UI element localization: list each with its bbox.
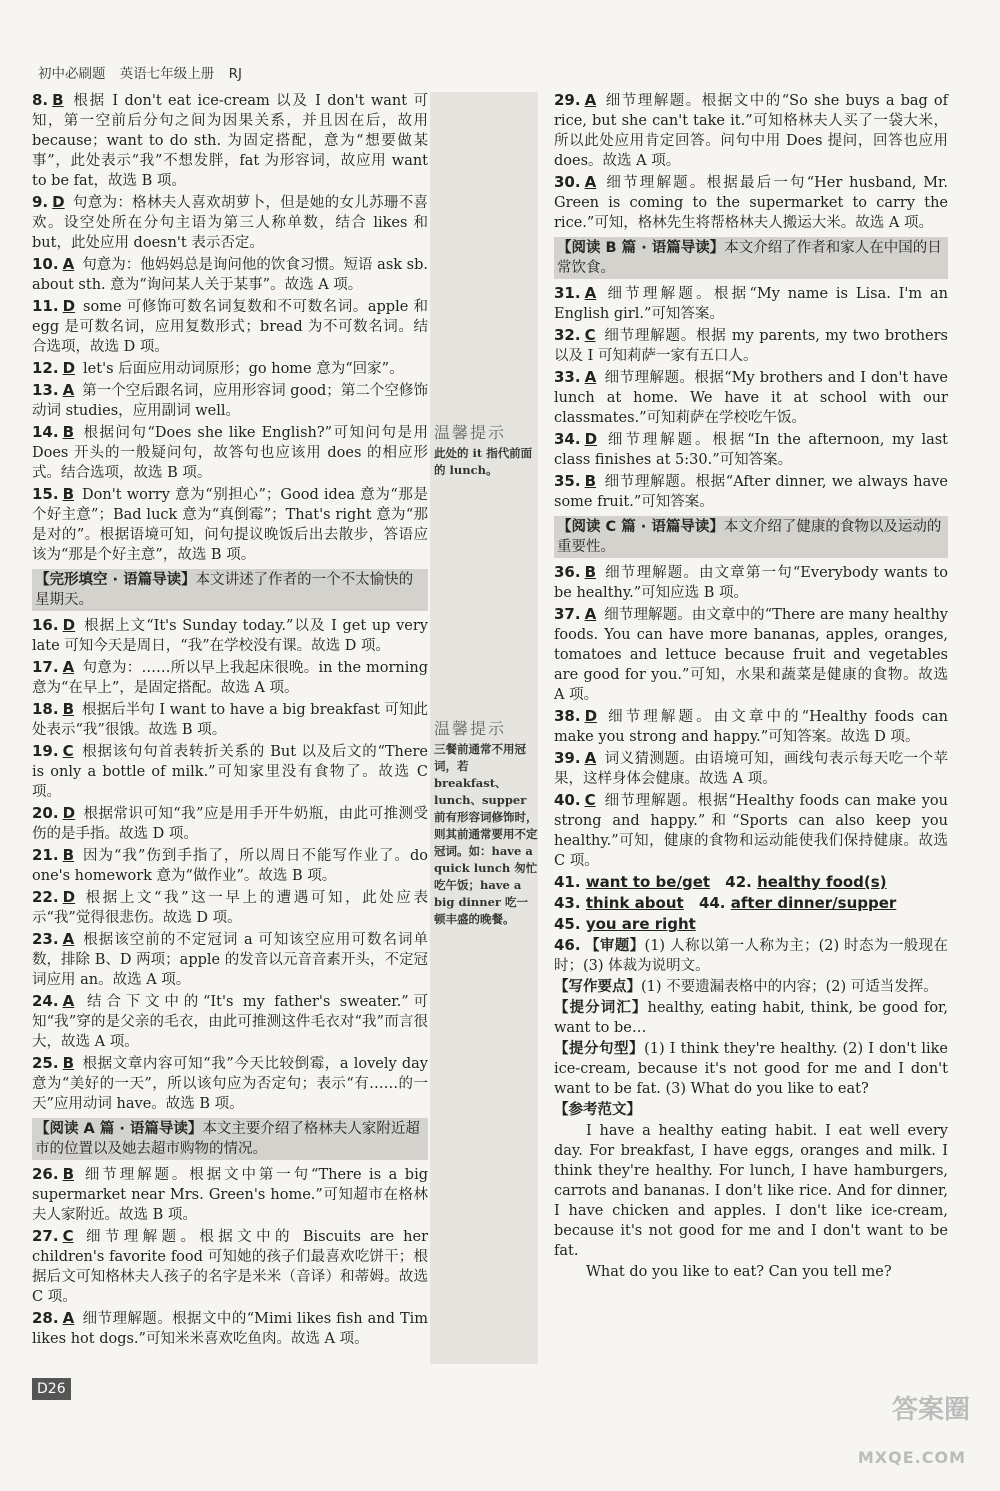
explanation: 句意为：……所以早上我起床很晚。in the morning 意为“在早上”，是固定搭配。故选 A 项。: [32, 660, 428, 696]
answer-letter: D: [62, 804, 76, 822]
answer-item: [554, 706, 948, 747]
answer-item: [554, 367, 948, 428]
explanation: 细节理解题。由文章中的“Healthy foods can make you strong and happy.”可知答案。故选 D 项。: [554, 709, 948, 745]
question-number: 34.: [554, 430, 581, 448]
question-number: 28.: [32, 1309, 59, 1327]
answer-item: [32, 422, 428, 483]
answer-item: [32, 991, 428, 1052]
explanation: 细节理解题。根据最后一句“Her husband, Mr. Green is coming to the supermarket to carry the rice.”可知，格林先生将帮格林夫人搬运大米。故选 A 项。: [554, 175, 948, 231]
explanation: 细节理解题。根据“After dinner, we always have some fruit.”可知答案。: [554, 474, 948, 510]
explanation: 根据常识可知“我”应是用手开牛奶瓶，由此可推测受伤的是手指。故选 D 项。: [32, 806, 428, 842]
explanation: let's 后面应用动词原形；go home 意为“回家”。: [83, 361, 404, 377]
answer-item: [32, 1053, 428, 1114]
answer-letter: B: [62, 700, 75, 718]
reading-a-section-heading: 【阅读 A 篇 · 语篇导读】本文主要介绍了格林夫人家附近超市的位置以及她去超市购物的情况。: [32, 1118, 428, 1160]
tip-title: 温馨提示: [434, 423, 507, 442]
question-number: 11.: [32, 297, 59, 315]
question-number: 17.: [32, 658, 59, 676]
right-column: [554, 90, 948, 1283]
answer-item: [32, 380, 428, 421]
explanation: 细节理解题。根据文中的“Mimi likes fish and Tim likes hot dogs.”可知米米喜欢吃鱼肉。故选 A 项。: [32, 1311, 428, 1347]
answer-item: [32, 254, 428, 295]
answer-item: [554, 790, 948, 871]
answer-item: [32, 615, 428, 656]
question-number: 27.: [32, 1227, 59, 1245]
answer-item: [554, 604, 948, 705]
answer-item: [32, 484, 428, 565]
question-number: 23.: [32, 930, 59, 948]
question-number: 22.: [32, 888, 59, 906]
answer-item: [554, 562, 948, 603]
answer-item: [554, 283, 948, 324]
explanation: 词义猜测题。由语境可知，画线句表示每天吃一个苹果，这样身体会健康。故选 A 项。: [554, 751, 948, 787]
explanation: 因为“我”伤到手指了，所以周日不能写作业了。do one's homework 意为“做作业”。故选 B 项。: [32, 848, 428, 884]
answer-letter: B: [52, 91, 64, 109]
cloze-section-heading: 【完形填空 · 语篇导读】本文讲述了作者的一个不太愉快的星期天。: [32, 569, 428, 611]
answer-letter: A: [62, 381, 75, 399]
left-column: [32, 90, 428, 1350]
explanation: 细节理解题。根据“In the afternoon, my last class finishes at 5:30.”可知答案。: [554, 432, 948, 468]
answer-letter: D: [62, 359, 76, 377]
explanation: 第一个空后跟名词，应用形容词 good；第二个空修饰动词 studies，应用副词 well。: [32, 383, 428, 419]
question-number: 18.: [32, 700, 59, 718]
answer-item: [32, 803, 428, 844]
question-number: 26.: [32, 1165, 59, 1183]
question-number: 29.: [554, 91, 581, 109]
explanation: 细节理解题。根据文中的 Biscuits are her children's favorite food 可知她的孩子们最喜欢吃饼干；根据后文可知格林夫人孩子的名字是米米（音译）和蒂姆。故选 C 项。: [32, 1229, 428, 1305]
answer-item: [32, 192, 428, 253]
watermark-logo: 答案圈: [891, 1395, 970, 1425]
explanation: 根据问句“Does she like English?”可知问句是用 Does 开头的一般疑问句，故答句也应该用 does 的相应形式。结合选项，故选 B 项。: [32, 425, 428, 481]
question-number: 19.: [32, 742, 59, 760]
answer-item: [32, 929, 428, 990]
answer-item: [32, 657, 428, 698]
answer-item: [32, 1226, 428, 1307]
answer-item: [554, 325, 948, 366]
answer-item: [32, 358, 428, 379]
question-number: 30.: [554, 173, 581, 191]
question-number: 25.: [32, 1054, 59, 1072]
explanation: 结合下文中的“It's my father's sweater.”可知“我”穿的是父亲的毛衣，由此可推测这件毛衣对“我”而言很大，故选 A 项。: [32, 994, 428, 1050]
question-number: 10.: [32, 255, 59, 273]
page-number: D26: [32, 1378, 71, 1400]
tip-box-1: [434, 424, 538, 479]
question-number: 24.: [32, 992, 59, 1010]
question-number: 21.: [32, 846, 59, 864]
answer-letter: A: [62, 1309, 75, 1327]
explanation: 细节理解题。根据文中第一句“There is a big supermarket near Mrs. Green's home.”可知超市在格林夫人家附近。故选 B 项。: [32, 1167, 428, 1223]
question-number: 16.: [32, 616, 59, 634]
question-number: 33.: [554, 368, 581, 386]
writing-points: 【写作要点】(1) 不要遗漏表格中的内容；(2) 可适当发挥。: [554, 978, 938, 995]
answer-letter: D: [584, 430, 598, 448]
fill-answers-41-42: 41. want to be/get 42. healthy food(s): [554, 873, 887, 891]
question-number: 39.: [554, 749, 581, 767]
question-number: 8.: [32, 91, 49, 109]
answer-letter: B: [584, 472, 597, 490]
answer-item: [32, 699, 428, 740]
question-number: 40.: [554, 791, 581, 809]
explanation: 细节理解题。根据 my parents, my two brothers 以及 I 可知莉萨一家有五口人。: [554, 328, 948, 364]
explanation: some 可修饰可数名词复数和不可数名词。apple 和 egg 是可数名词，应用复数形式；bread 为不可数名词。结合选项，故选 D 项。: [32, 299, 428, 355]
answer-letter: A: [62, 658, 75, 676]
fill-answers-43-44: 43. think about 44. after dinner/supper: [554, 894, 897, 912]
answer-item: [32, 1308, 428, 1349]
answer-letter: A: [62, 255, 75, 273]
edition-label: RJ: [228, 66, 242, 82]
answer-item: [554, 90, 948, 171]
answer-letter: D: [62, 297, 76, 315]
reading-b-section-heading: 【阅读 B 篇 · 语篇导读】本文介绍了作者和家人在中国的日常饮食。: [554, 237, 948, 279]
question-number: 35.: [554, 472, 581, 490]
explanation: 根据 I don't eat ice-cream 以及 I don't want 可知，第一空前后分句之间为因果关系，并且因在后，故用 because；want to do sth. 为固定搭配，意为“想要做某事”，此处表示“我”不想发胖，fat 为形容词，故应用 want to be fat，故选 B 项。: [32, 93, 428, 189]
question-number: 36.: [554, 563, 581, 581]
answer-letter: D: [584, 707, 598, 725]
question-number: 13.: [32, 381, 59, 399]
watermark-site: MXQE.COM: [857, 1448, 966, 1467]
tip-box-2: [434, 720, 538, 928]
explanation: 细节理解题。由文章第一句“Everybody wants to be healthy.”可知应选 B 项。: [554, 565, 948, 601]
explanation: 句意为：格林夫人喜欢胡萝卜，但是她的女儿苏珊不喜欢。设空处所在分句主语为第三人称单数，结合 likes 和 but，此处应用 doesn't 表示否定。: [32, 195, 428, 251]
answer-letter: B: [62, 423, 75, 441]
writing-analysis: 46. 【审题】(1) 人称以第一人称为主；(2) 时态为一般现在时；(3) 体裁为说明文。: [554, 936, 949, 974]
question-number: 31.: [554, 284, 581, 302]
explanation: Don't worry 意为“别担心”；Good idea 意为“那是个好主意”；Bad luck 意为“真倒霉”；That's right 意为“那是对的”。根据语境可知，问句提议晚饭后出去散步，答语应该为“那是个好主意”，故选 B 项。: [32, 487, 428, 563]
answer-letter: A: [62, 992, 75, 1010]
explanation: 根据后半句 I want to have a big breakfast 可知此处表示“我”很饿。故选 B 项。: [32, 702, 428, 738]
answer-item: [554, 429, 948, 470]
writing-sentences: 【提分句型】(1) I think they're healthy. (2) I don't like ice-cream, because it's not good for me and I don't want to be fat. (3) What do you like to eat?: [554, 1040, 948, 1097]
explanation: 细节理解题。根据文中的“So she buys a bag of rice, but she can't take it.”可知格林夫人买了一袋大米，所以此处应用肯定回答。问句中用 Does 提问，回答也应用 does。故选 A 项。: [554, 93, 948, 169]
answer-item: [32, 296, 428, 357]
question-number: 14.: [32, 423, 59, 441]
explanation: 根据文章内容可知“我”今天比较倒霉，a lovely day 意为“美好的一天”，所以该句应为否定句；表示“有……的一天”应用动词 have。故选 B 项。: [32, 1056, 428, 1112]
answer-letter: B: [62, 1165, 75, 1183]
explanation: 细节理解题。由文章中的“There are many healthy foods. You can have more bananas, apples, oranges, tomatoes and lettuce because fruit and vegetables are good for you.”可知，水果和蔬菜是健康的食物。故选 A 项。: [554, 607, 948, 703]
question-number: 38.: [554, 707, 581, 725]
answer-letter: D: [62, 888, 76, 906]
writing-model-label: 【参考范文】: [554, 1101, 641, 1118]
answer-item: [32, 741, 428, 802]
explanation: 根据该空前的不定冠词 a 可知该空应用可数名词单数，排除 B、D 两项；apple 的发音以元音音素开头，不定冠词应用 an。故选 A 项。: [32, 932, 428, 988]
answer-item: [32, 1164, 428, 1225]
series-title: 初中必刷题: [38, 66, 106, 82]
answer-item: [32, 887, 428, 928]
answer-letter: C: [584, 326, 596, 344]
answer-letter: A: [584, 749, 597, 767]
model-essay-p1: I have a healthy eating habit. I eat well every day. For breakfast, I have eggs, oranges and milk. I think they're healthy. For lunch, I have hamburgers, carrots and bananas. I don't like rice. And for dinner, I have chicken and apples. I don't like ice-cream, because it's not good for me and I don't want to be fat.: [554, 1123, 948, 1259]
answer-item: [32, 845, 428, 886]
answer-letter: A: [584, 368, 597, 386]
answer-item: [32, 90, 428, 191]
explanation: 根据上文“It's Sunday today.”以及 I get up very late 可知今天是周日，“我”在学校没有课。故选 D 项。: [32, 618, 428, 654]
reading-c-section-heading: 【阅读 C 篇 · 语篇导读】本文介绍了健康的食物以及运动的重要性。: [554, 516, 948, 558]
answer-letter: D: [52, 193, 65, 211]
explanation: 根据该句句首表转折关系的 But 以及后文的“There is only a bottle of milk.”可知家里没有食物了。故选 C 项。: [32, 744, 428, 800]
explanation: 细节理解题。根据“My brothers and I don't have lunch at home. We have it at school with our classmates.”可知莉萨在学校吃午饭。: [554, 370, 948, 426]
explanation: 根据上文“我”这一早上的遭遇可知，此处应表示“我”觉得很悲伤。故选 D 项。: [32, 890, 428, 926]
answer-letter: D: [62, 616, 76, 634]
question-number: 37.: [554, 605, 581, 623]
answer-letter: A: [584, 173, 597, 191]
question-number: 9.: [32, 193, 49, 211]
answer-letter: A: [62, 930, 75, 948]
answer-letter: B: [584, 563, 597, 581]
fill-answer-45: 45. you are right: [554, 915, 696, 933]
page-header: [38, 64, 252, 84]
explanation: 细节理解题。根据“My name is Lisa. I'm an English girl.”可知答案。: [554, 286, 948, 322]
question-number: 20.: [32, 804, 59, 822]
explanation: 细节理解题。根据“Healthy foods can make you strong and happy.”和“Sports can also keep you healthy.”可知，健康的食物和运动能使我们保持健康。故选 C 项。: [554, 793, 948, 869]
tip-text: 此处的 it 指代前面的 lunch。: [434, 446, 533, 477]
answer-letter: B: [62, 485, 75, 503]
tip-text: 三餐前通常不用冠词，若 breakfast、lunch、supper 前有形容词修饰时，则其前通常要用不定冠词。如：have a quick lunch 匆忙吃午饭；have a big dinner 吃一顿丰盛的晚餐。: [434, 742, 538, 926]
answer-item: [554, 748, 948, 789]
answer-letter: B: [62, 1054, 75, 1072]
model-essay-p2: What do you like to eat? Can you tell me?: [586, 1264, 892, 1280]
question-number: 12.: [32, 359, 59, 377]
subject-title: 英语七年级上册: [119, 66, 215, 82]
answer-letter: A: [584, 605, 597, 623]
answer-letter: C: [62, 742, 74, 760]
writing-vocab: 【提分词汇】healthy, eating habit, think, be good for, want to be…: [554, 999, 949, 1036]
answer-letter: A: [584, 284, 597, 302]
answer-letter: B: [62, 846, 75, 864]
question-number: 32.: [554, 326, 581, 344]
explanation: 句意为：他妈妈总是询问他的饮食习惯。短语 ask sb. about sth. 意为“询问某人关于某事”。故选 A 项。: [32, 257, 428, 293]
tip-title: 温馨提示: [434, 719, 507, 738]
question-number: 15.: [32, 485, 59, 503]
answer-item: [554, 471, 948, 512]
answer-letter: C: [62, 1227, 74, 1245]
answer-letter: A: [584, 91, 597, 109]
answer-item: [554, 172, 948, 233]
answer-letter: C: [584, 791, 596, 809]
